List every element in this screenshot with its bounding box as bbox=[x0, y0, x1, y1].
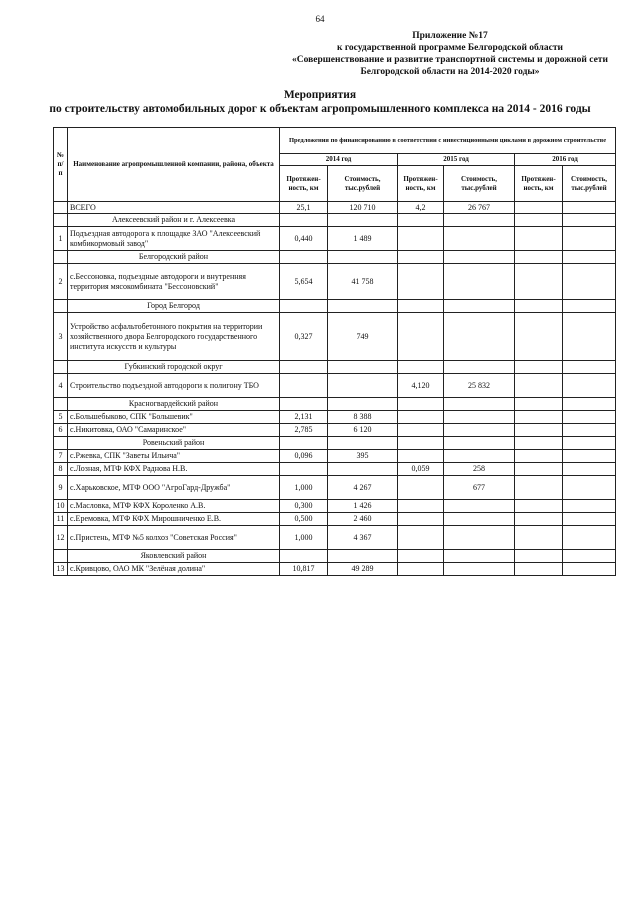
total-row bbox=[54, 202, 616, 214]
table-row bbox=[54, 500, 616, 513]
row-cost-2014: 49 289 bbox=[328, 563, 398, 576]
row-cost-2015 bbox=[444, 411, 515, 424]
section-empty-cell bbox=[444, 437, 515, 450]
section-empty-cell bbox=[280, 437, 328, 450]
row-cost-2015 bbox=[444, 424, 515, 437]
section-title: Ровеньский район bbox=[68, 437, 280, 450]
section-row bbox=[54, 398, 616, 411]
row-num: 11 bbox=[54, 513, 68, 526]
row-cost-2015 bbox=[444, 227, 515, 251]
row-cost-2015 bbox=[444, 450, 515, 463]
row-num: 4 bbox=[54, 374, 68, 398]
page-number: 64 bbox=[315, 14, 325, 24]
section-empty-cell bbox=[280, 398, 328, 411]
row-num: 13 bbox=[54, 563, 68, 576]
row-length-2015 bbox=[398, 500, 444, 513]
section-row bbox=[54, 437, 616, 450]
row-length-2014: 0,327 bbox=[280, 313, 328, 361]
annex-program-period: Белгородской области на 2014-2020 годы» bbox=[360, 67, 540, 77]
section-row bbox=[54, 361, 616, 374]
row-cost-2014: 2 460 bbox=[328, 513, 398, 526]
measures-table bbox=[53, 127, 616, 576]
row-length-2014: 2,785 bbox=[280, 424, 328, 437]
section-empty-cell bbox=[563, 437, 616, 450]
row-length-2014: 2,131 bbox=[280, 411, 328, 424]
row-length-2014: 0,440 bbox=[280, 227, 328, 251]
header-cost-2015: Стоимость, тыс.рублей bbox=[444, 166, 515, 202]
row-num: 6 bbox=[54, 424, 68, 437]
row-length-2015 bbox=[398, 264, 444, 300]
row-cost-2014: 4 367 bbox=[328, 526, 398, 550]
row-cost-2016 bbox=[563, 463, 616, 476]
row-num: 2 bbox=[54, 264, 68, 300]
section-empty-cell bbox=[398, 437, 444, 450]
row-cost-2016 bbox=[563, 424, 616, 437]
row-length-2016 bbox=[515, 411, 563, 424]
header-length-2015: Протяжен-ность, км bbox=[398, 166, 444, 202]
section-empty-cell bbox=[328, 550, 398, 563]
row-length-2016 bbox=[515, 313, 563, 361]
table-row bbox=[54, 513, 616, 526]
section-row bbox=[54, 300, 616, 313]
document-title bbox=[20, 88, 620, 116]
row-length-2016 bbox=[515, 526, 563, 550]
row-length-2015: 0,059 bbox=[398, 463, 444, 476]
row-cost-2014 bbox=[328, 463, 398, 476]
section-num-cell bbox=[54, 251, 68, 264]
section-empty-cell bbox=[328, 214, 398, 227]
table-row bbox=[54, 411, 616, 424]
header-2014: 2014 год bbox=[280, 154, 398, 166]
header-proposals: Предложения по финансированию в соответствии с инвестиционными циклами в дорожном строительстве bbox=[280, 128, 616, 154]
section-empty-cell bbox=[515, 251, 563, 264]
section-empty-cell bbox=[515, 361, 563, 374]
section-title: Алексеевский район и г. Алексеевка bbox=[68, 214, 280, 227]
section-num-cell bbox=[54, 398, 68, 411]
table-row bbox=[54, 227, 616, 251]
row-cost-2016 bbox=[563, 374, 616, 398]
section-empty-cell bbox=[444, 398, 515, 411]
annex-header bbox=[270, 30, 630, 78]
row-num: 12 bbox=[54, 526, 68, 550]
row-length-2016 bbox=[515, 374, 563, 398]
section-empty-cell bbox=[563, 361, 616, 374]
annex-program-line: к государственной программе Белгородской области bbox=[336, 43, 563, 53]
row-cost-2014: 1 426 bbox=[328, 500, 398, 513]
row-cost-2016 bbox=[563, 476, 616, 500]
total-length-2015: 4,2 bbox=[398, 202, 444, 214]
row-length-2014: 0,096 bbox=[280, 450, 328, 463]
table-row bbox=[54, 450, 616, 463]
row-cost-2015: 677 bbox=[444, 476, 515, 500]
row-cost-2015 bbox=[444, 526, 515, 550]
section-empty-cell bbox=[280, 361, 328, 374]
title-line-2: по строительству автомобильных дорог к объектам агропромышленного комплекса на 2014 - 2016 годы bbox=[49, 103, 591, 115]
row-cost-2015 bbox=[444, 513, 515, 526]
row-length-2016 bbox=[515, 476, 563, 500]
table-row bbox=[54, 374, 616, 398]
section-empty-cell bbox=[280, 550, 328, 563]
row-name: с.Никитовка, ОАО "Самаринское" bbox=[68, 424, 280, 437]
section-empty-cell bbox=[328, 437, 398, 450]
section-num-cell bbox=[54, 214, 68, 227]
row-cost-2015: 25 832 bbox=[444, 374, 515, 398]
row-name: Подъездная автодорога к площадке ЗАО "Алексеевский комбикормовый завод" bbox=[68, 227, 280, 251]
row-cost-2014: 1 489 bbox=[328, 227, 398, 251]
section-empty-cell bbox=[563, 214, 616, 227]
row-cost-2015 bbox=[444, 500, 515, 513]
section-empty-cell bbox=[444, 550, 515, 563]
row-cost-2015 bbox=[444, 563, 515, 576]
table-row bbox=[54, 424, 616, 437]
row-length-2016 bbox=[515, 463, 563, 476]
total-length-2014: 25,1 bbox=[280, 202, 328, 214]
row-cost-2014: 41 758 bbox=[328, 264, 398, 300]
section-empty-cell bbox=[328, 361, 398, 374]
row-name: с.Харьковское, МТФ ООО "АгроГард-Дружба" bbox=[68, 476, 280, 500]
row-cost-2014: 749 bbox=[328, 313, 398, 361]
section-empty-cell bbox=[563, 398, 616, 411]
row-cost-2016 bbox=[563, 227, 616, 251]
row-length-2014: 10,817 bbox=[280, 563, 328, 576]
row-name: Строительство подъездной автодороги к полигону ТБО bbox=[68, 374, 280, 398]
total-length-2016 bbox=[515, 202, 563, 214]
row-name: с.Большебыково, СПК "Большевик" bbox=[68, 411, 280, 424]
row-num: 1 bbox=[54, 227, 68, 251]
section-row bbox=[54, 550, 616, 563]
row-length-2015 bbox=[398, 424, 444, 437]
section-empty-cell bbox=[515, 300, 563, 313]
row-cost-2016 bbox=[563, 450, 616, 463]
row-length-2014 bbox=[280, 374, 328, 398]
section-empty-cell bbox=[398, 251, 444, 264]
section-row bbox=[54, 214, 616, 227]
section-empty-cell bbox=[280, 214, 328, 227]
section-empty-cell bbox=[328, 398, 398, 411]
section-empty-cell bbox=[515, 214, 563, 227]
row-length-2014: 0,500 bbox=[280, 513, 328, 526]
row-cost-2014: 395 bbox=[328, 450, 398, 463]
row-name: с.Кривцово, ОАО МК "Зелёная долина" bbox=[68, 563, 280, 576]
row-cost-2014: 4 267 bbox=[328, 476, 398, 500]
row-length-2016 bbox=[515, 563, 563, 576]
total-cost-2015: 26 767 bbox=[444, 202, 515, 214]
row-length-2015 bbox=[398, 411, 444, 424]
row-cost-2016 bbox=[563, 513, 616, 526]
section-empty-cell bbox=[328, 251, 398, 264]
row-length-2015 bbox=[398, 526, 444, 550]
section-empty-cell bbox=[444, 214, 515, 227]
row-cost-2016 bbox=[563, 411, 616, 424]
section-empty-cell bbox=[444, 300, 515, 313]
total-cost-2014: 120 710 bbox=[328, 202, 398, 214]
section-empty-cell bbox=[444, 361, 515, 374]
section-empty-cell bbox=[563, 300, 616, 313]
table-row bbox=[54, 264, 616, 300]
header-length-2014: Протяжен-ность, км bbox=[280, 166, 328, 202]
row-cost-2016 bbox=[563, 264, 616, 300]
row-length-2014: 1,000 bbox=[280, 476, 328, 500]
annex-number: Приложение №17 bbox=[412, 31, 488, 41]
row-length-2016 bbox=[515, 424, 563, 437]
header-2016: 2016 год bbox=[515, 154, 616, 166]
row-length-2015 bbox=[398, 227, 444, 251]
row-length-2016 bbox=[515, 264, 563, 300]
row-length-2016 bbox=[515, 513, 563, 526]
table-body bbox=[54, 202, 616, 576]
section-empty-cell bbox=[444, 251, 515, 264]
row-num: 5 bbox=[54, 411, 68, 424]
row-num: 10 bbox=[54, 500, 68, 513]
table-row bbox=[54, 476, 616, 500]
table-row bbox=[54, 526, 616, 550]
row-cost-2015: 258 bbox=[444, 463, 515, 476]
section-row bbox=[54, 251, 616, 264]
section-title: Красногвардейский район bbox=[68, 398, 280, 411]
row-length-2014: 1,000 bbox=[280, 526, 328, 550]
section-empty-cell bbox=[515, 437, 563, 450]
row-length-2014: 5,654 bbox=[280, 264, 328, 300]
row-length-2016 bbox=[515, 500, 563, 513]
section-empty-cell bbox=[398, 300, 444, 313]
row-name: с.Лозная, МТФ КФХ Раднова Н.В. bbox=[68, 463, 280, 476]
row-name: с.Масловка, МТФ КФХ Короленко А.В. bbox=[68, 500, 280, 513]
title-line-1: Мероприятия bbox=[283, 89, 357, 101]
section-empty-cell bbox=[398, 214, 444, 227]
row-length-2015 bbox=[398, 563, 444, 576]
row-cost-2016 bbox=[563, 526, 616, 550]
row-cost-2015 bbox=[444, 313, 515, 361]
section-title: Яковлевский район bbox=[68, 550, 280, 563]
section-empty-cell bbox=[515, 398, 563, 411]
header-length-2016: Протяжен-ность, км bbox=[515, 166, 563, 202]
section-num-cell bbox=[54, 437, 68, 450]
row-name: Устройство асфальтобетонного покрытия на территории хозяйственного двора Белгородского государственного института искусств и культуры bbox=[68, 313, 280, 361]
section-empty-cell bbox=[515, 550, 563, 563]
header-2015: 2015 год bbox=[398, 154, 515, 166]
section-empty-cell bbox=[280, 300, 328, 313]
row-cost-2014: 8 388 bbox=[328, 411, 398, 424]
section-empty-cell bbox=[280, 251, 328, 264]
header-num: № п/п bbox=[54, 128, 68, 202]
row-name: с.Пристень, МТФ №5 колхоз "Советская Россия" bbox=[68, 526, 280, 550]
section-num-cell bbox=[54, 300, 68, 313]
row-length-2014: 0,300 bbox=[280, 500, 328, 513]
section-title: Белгородский район bbox=[68, 251, 280, 264]
row-cost-2014: 6 120 bbox=[328, 424, 398, 437]
row-cost-2016 bbox=[563, 563, 616, 576]
section-title: Город Белгород bbox=[68, 300, 280, 313]
row-name: с.Еремовка, МТФ КФХ Мирошниченко Е.В. bbox=[68, 513, 280, 526]
row-length-2015 bbox=[398, 513, 444, 526]
row-num: 7 bbox=[54, 450, 68, 463]
row-name: с.Бессоновка, подъездные автодороги и внутренняя территория мясокомбината "Бессоновский" bbox=[68, 264, 280, 300]
row-cost-2015 bbox=[444, 264, 515, 300]
header-cost-2014: Стоимость, тыс.рублей bbox=[328, 166, 398, 202]
section-empty-cell bbox=[563, 550, 616, 563]
row-num: 8 bbox=[54, 463, 68, 476]
row-cost-2016 bbox=[563, 313, 616, 361]
row-length-2015 bbox=[398, 476, 444, 500]
section-empty-cell bbox=[398, 361, 444, 374]
header-cost-2016: Стоимость, тыс.рублей bbox=[563, 166, 616, 202]
total-cost-2016 bbox=[563, 202, 616, 214]
table-row bbox=[54, 313, 616, 361]
table-row bbox=[54, 463, 616, 476]
row-length-2015 bbox=[398, 313, 444, 361]
total-label: ВСЕГО bbox=[68, 202, 280, 214]
section-empty-cell bbox=[398, 398, 444, 411]
section-title: Губкинский городской округ bbox=[68, 361, 280, 374]
row-num: 3 bbox=[54, 313, 68, 361]
section-empty-cell bbox=[328, 300, 398, 313]
section-empty-cell bbox=[398, 550, 444, 563]
section-num-cell bbox=[54, 361, 68, 374]
row-length-2015 bbox=[398, 450, 444, 463]
row-cost-2014 bbox=[328, 374, 398, 398]
row-length-2015: 4,120 bbox=[398, 374, 444, 398]
table-row bbox=[54, 563, 616, 576]
section-empty-cell bbox=[563, 251, 616, 264]
row-num: 9 bbox=[54, 476, 68, 500]
section-num-cell bbox=[54, 550, 68, 563]
row-length-2014 bbox=[280, 463, 328, 476]
row-cost-2016 bbox=[563, 500, 616, 513]
annex-program-title: «Совершенствование и развитие транспортной системы и дорожной сети bbox=[292, 55, 608, 65]
row-length-2016 bbox=[515, 450, 563, 463]
row-name: с.Ржевка, СПК "Заветы Ильича" bbox=[68, 450, 280, 463]
row-length-2016 bbox=[515, 227, 563, 251]
total-num bbox=[54, 202, 68, 214]
header-name: Наименование агропромышленной компании, района, объекта bbox=[68, 128, 280, 202]
